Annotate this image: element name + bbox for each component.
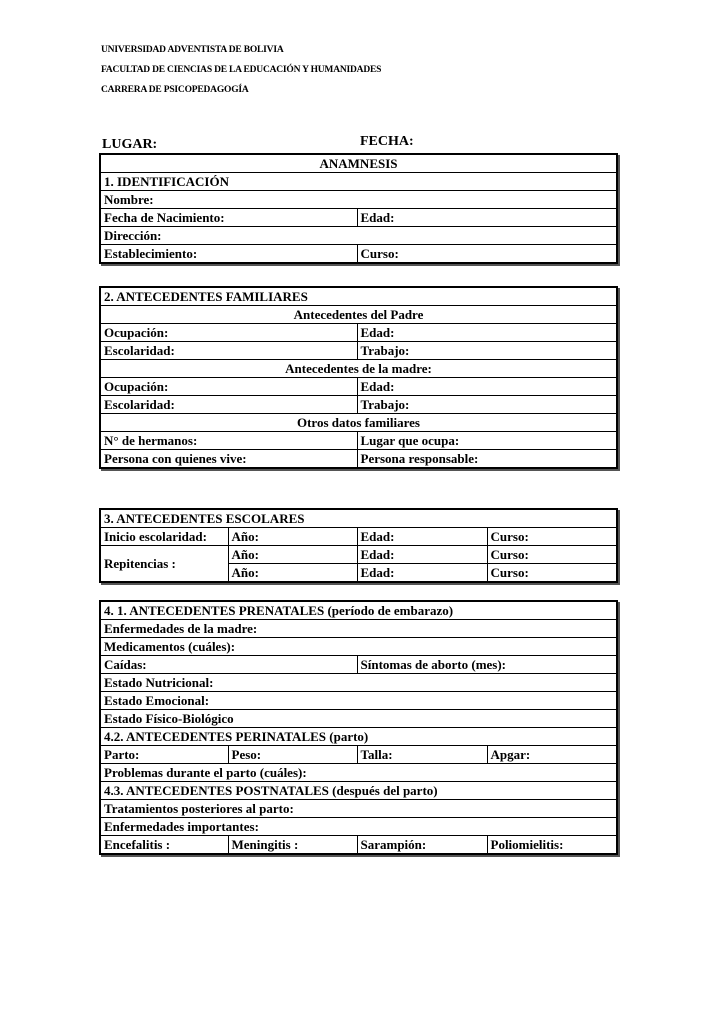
inicio-curso-field[interactable]: Curso: — [487, 528, 617, 546]
apgar-field[interactable]: Apgar: — [487, 746, 617, 764]
madre-ocupacion-field[interactable]: Ocupación: — [100, 378, 357, 396]
hermanos-field[interactable]: N° de hermanos: — [100, 432, 357, 450]
sarampion-field[interactable]: Sarampión: — [357, 836, 487, 855]
padre-trabajo-field[interactable]: Trabajo: — [357, 342, 617, 360]
otros-subheading: Otros datos familiares — [100, 414, 617, 432]
inicio-escolaridad-label: Inicio escolaridad: — [100, 528, 228, 546]
document-header — [101, 40, 381, 100]
padre-escolaridad-field[interactable]: Escolaridad: — [100, 342, 357, 360]
career-name: CARRERA DE PSICOPEDAGOGÍA — [101, 85, 249, 95]
postnatales-heading: 4.3. ANTECEDENTES POSTNATALES (después del parto) — [100, 782, 617, 800]
familiares-heading: 2. ANTECEDENTES FAMILIARES — [100, 287, 617, 306]
medicamentos-field[interactable]: Medicamentos (cuáles): — [100, 638, 617, 656]
escolares-table — [99, 508, 618, 583]
prenatales-heading: 4. 1. ANTECEDENTES PRENATALES (período de embarazo) — [100, 601, 617, 620]
prenatales-table — [99, 600, 618, 855]
lugar-ocupa-field[interactable]: Lugar que ocupa: — [357, 432, 617, 450]
repitencia1-edad-field[interactable]: Edad: — [357, 546, 487, 564]
lugar-label: LUGAR: — [102, 137, 158, 152]
escolares-heading: 3. ANTECEDENTES ESCOLARES — [100, 509, 617, 528]
estado-emocional-field[interactable]: Estado Emocional: — [100, 692, 617, 710]
fecha-nacimiento-field[interactable]: Fecha de Nacimiento: — [100, 209, 357, 227]
repitencia1-anio-field[interactable]: Año: — [228, 546, 357, 564]
padre-subheading: Antecedentes del Padre — [100, 306, 617, 324]
enfermedades-madre-field[interactable]: Enfermedades de la madre: — [100, 620, 617, 638]
madre-edad-field[interactable]: Edad: — [357, 378, 617, 396]
perinatales-heading: 4.2. ANTECEDENTES PERINATALES (parto) — [100, 728, 617, 746]
edad-field[interactable]: Edad: — [357, 209, 617, 227]
meningitis-field[interactable]: Meningitis : — [228, 836, 357, 855]
padre-ocupacion-field[interactable]: Ocupación: — [100, 324, 357, 342]
curso-field[interactable]: Curso: — [357, 245, 617, 264]
vive-con-field[interactable]: Persona con quienes vive: — [100, 450, 357, 469]
responsable-field[interactable]: Persona responsable: — [357, 450, 617, 469]
identificacion-heading: 1. IDENTIFICACIÓN — [100, 173, 617, 191]
estado-nutricional-field[interactable]: Estado Nutricional: — [100, 674, 617, 692]
direccion-field[interactable]: Dirección: — [100, 227, 617, 245]
repitencias-label: Repitencias : — [100, 546, 228, 583]
establecimiento-field[interactable]: Establecimiento: — [100, 245, 357, 264]
inicio-edad-field[interactable]: Edad: — [357, 528, 487, 546]
repitencia2-edad-field[interactable]: Edad: — [357, 564, 487, 583]
estado-fisico-field[interactable]: Estado Físico-Biológico — [100, 710, 617, 728]
inicio-anio-field[interactable]: Año: — [228, 528, 357, 546]
enfermedades-importantes-field[interactable]: Enfermedades importantes: — [100, 818, 617, 836]
repitencia1-curso-field[interactable]: Curso: — [487, 546, 617, 564]
nombre-field[interactable]: Nombre: — [100, 191, 617, 209]
parto-field[interactable]: Parto: — [100, 746, 228, 764]
anamnesis-title: ANAMNESIS — [100, 154, 617, 173]
madre-escolaridad-field[interactable]: Escolaridad: — [100, 396, 357, 414]
repitencia2-anio-field[interactable]: Año: — [228, 564, 357, 583]
tratamientos-field[interactable]: Tratamientos posteriores al parto: — [100, 800, 617, 818]
poliomielitis-field[interactable]: Poliomielitis: — [487, 836, 617, 855]
madre-subheading: Antecedentes de la madre: — [100, 360, 617, 378]
madre-trabajo-field[interactable]: Trabajo: — [357, 396, 617, 414]
fecha-label: FECHA: — [360, 134, 414, 149]
padre-edad-field[interactable]: Edad: — [357, 324, 617, 342]
identificacion-table — [99, 153, 618, 264]
peso-field[interactable]: Peso: — [228, 746, 357, 764]
encefalitis-field[interactable]: Encefalitis : — [100, 836, 228, 855]
sintomas-aborto-field[interactable]: Síntomas de aborto (mes): — [357, 656, 617, 674]
faculty-name: FACULTAD DE CIENCIAS DE LA EDUCACIÓN Y HUMANIDADES — [101, 65, 382, 75]
repitencia2-curso-field[interactable]: Curso: — [487, 564, 617, 583]
university-name: UNIVERSIDAD ADVENTISTA DE BOLIVIA — [101, 45, 284, 55]
problemas-parto-field[interactable]: Problemas durante el parto (cuáles): — [100, 764, 617, 782]
familiares-table — [99, 286, 618, 469]
caidas-field[interactable]: Caídas: — [100, 656, 357, 674]
talla-field[interactable]: Talla: — [357, 746, 487, 764]
